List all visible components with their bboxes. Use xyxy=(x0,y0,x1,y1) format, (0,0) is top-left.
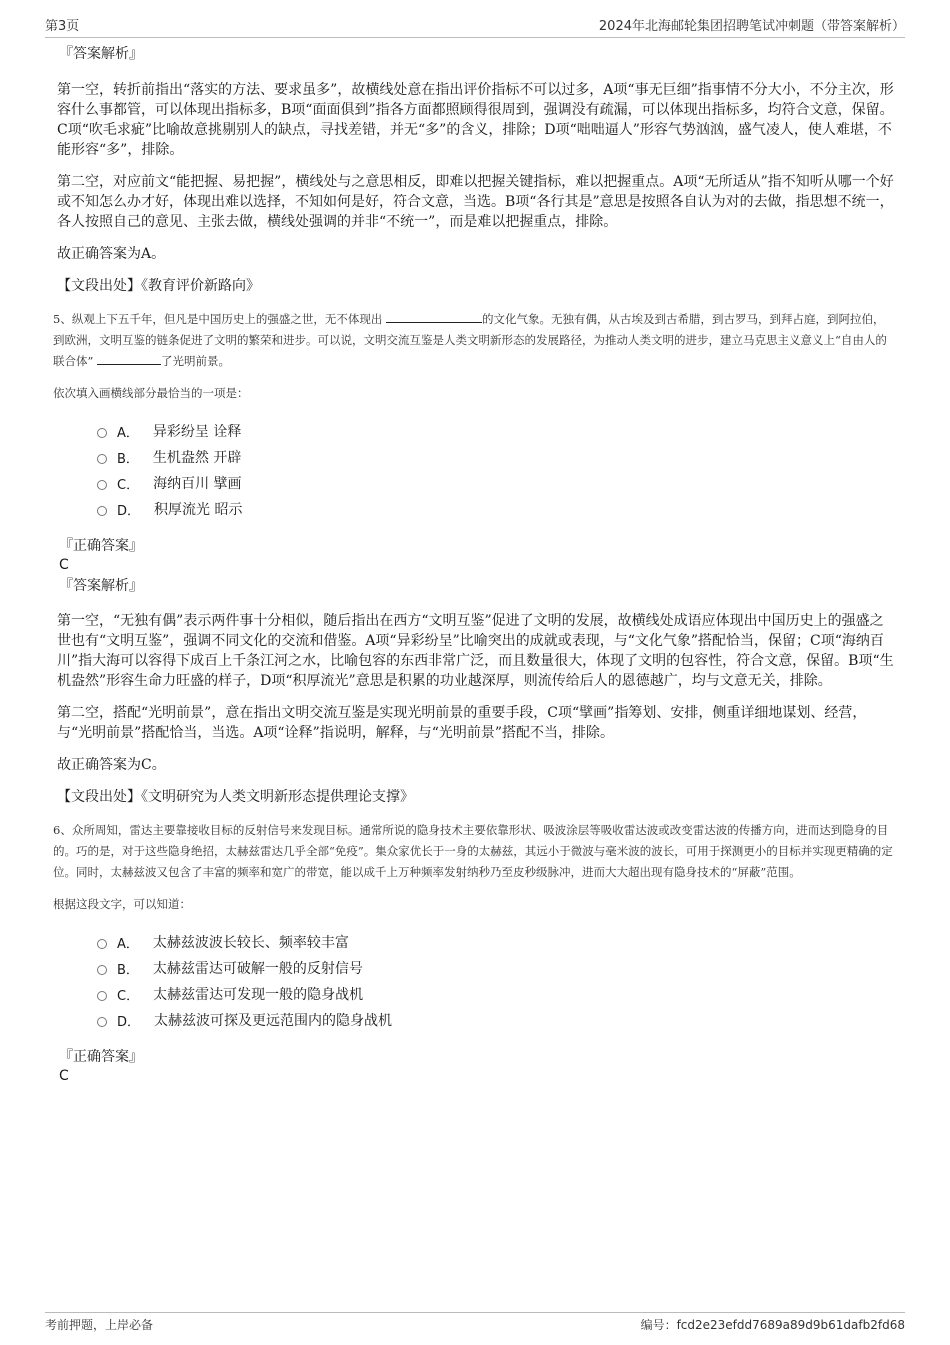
question-5-options xyxy=(57,418,895,522)
footer-slogan: 考前押题，上岸必备 xyxy=(45,1318,154,1332)
radio-icon[interactable] xyxy=(97,428,107,438)
answer-conclusion: 故正确答案为C。 xyxy=(57,757,166,773)
radio-icon[interactable] xyxy=(97,1017,107,1027)
option-c[interactable]: C． 太赫兹雷达可发现一般的隐身战机 xyxy=(97,981,895,1007)
correct-answer-label: 『正确答案』 xyxy=(59,1049,143,1065)
option-b[interactable]: B． 太赫兹雷达可破解一般的反射信号 xyxy=(97,955,895,981)
document-title: 2024年北海邮轮集团招聘笔试冲刺题（带答案解析） xyxy=(598,19,905,34)
question-6-text: 6、众所周知，雷达主要靠接收目标的反射信号来发现目标。通常所说的隐身技术主要依靠形状、吸波涂层等吸收雷达波或改变雷达波的传播方向，进而达到隐身的目的。巧的是，对于这些隐身绝招，太赫兹雷达几乎全部“免疫”。集众家优长于一身的太赫兹，其远小于微波与毫米波的波长，可用于探测更小的目标并实现更精确的定位。同时，太赫兹波又包含了丰富的频率和宽广的带宽，能以成千上万种频率发射纳秒乃至皮秒级脉冲，进而大大超出现有隐身技术的“屏蔽”范围。 xyxy=(53,823,893,879)
analysis-label: 『答案解析』 xyxy=(59,578,143,594)
option-d[interactable]: D． 太赫兹波可探及更远范围内的隐身战机 xyxy=(97,1007,895,1033)
analysis-paragraph: 第二空，搭配“光明前景”，意在指出文明交流互鉴是实现光明前景的重要手段，C项“擘画”指筹划、安排，侧重详细地谋划、经营，与“光明前景”搭配恰当，当选。A项“诠释”指说明，解释，与“光明前景”搭配不当，排除。 xyxy=(57,705,867,741)
analysis-label: 『答案解析』 xyxy=(59,46,143,62)
question-6-options xyxy=(57,929,895,1033)
radio-icon[interactable] xyxy=(97,454,107,464)
option-b[interactable]: B． 生机盎然 开辟 xyxy=(97,444,895,470)
question-prompt: 根据这段文字，可以知道： xyxy=(53,897,191,911)
question-5-text: 5、纵观上下五千年，但凡是中国历史上的强盛之世，无不体现出 的文化气象。无独有偶，从古埃及到古希腊，到古罗马，到拜占庭，到阿拉伯，到欧洲，文明互鉴的链条促进了文明的繁荣和进步。可以说，文明交流互鉴是人类文明新形态的发展路径，为推动人类文明的进步，建立马克思主义意义上“自由人的联合体” 了光明前景。 xyxy=(53,312,887,368)
page-footer xyxy=(45,1312,905,1338)
source-citation: 【文段出处】《教育评价新路向》 xyxy=(57,278,260,294)
page-header xyxy=(45,12,905,38)
radio-icon[interactable] xyxy=(97,480,107,490)
fill-blank xyxy=(386,310,482,323)
correct-answer: C xyxy=(59,557,69,573)
analysis-paragraph: 第一空，“无独有偶”表示两件事十分相似，随后指出在西方“文明互鉴”促进了文明的发展，故横线处成语应体现出中国历史上的强盛之世也有“文明互鉴”，强调不同文化的交流和借鉴。A项“异彩纷呈”比喻突出的成就或表现，与“文化气象”搭配恰当，保留；C项“海纳百川”指大海可以容得下成百上千条江河之水，比喻包容的东西非常广泛，而且数量很大，体现了文明的包容性，符合文意，保留。B项“生机盎然”形容生命力旺盛的样子，D项“积厚流光”意思是积累的功业越深厚，则流传给后人的恩德越广，均与文意无关，排除。 xyxy=(57,613,894,689)
radio-icon[interactable] xyxy=(97,965,107,975)
option-d[interactable]: D． 积厚流光 昭示 xyxy=(97,496,895,522)
correct-answer-label: 『正确答案』 xyxy=(59,538,143,554)
radio-icon[interactable] xyxy=(97,939,107,949)
radio-icon[interactable] xyxy=(97,506,107,516)
answer-conclusion: 故正确答案为A。 xyxy=(57,246,166,262)
page-number: 第3页 xyxy=(45,19,80,34)
analysis-paragraph: 第一空，转折前指出“落实的方法、要求虽多”，故横线处意在指出评价指标不可以过多，A项“事无巨细”指事情不分大小，不分主次，形容什么事都管，可以体现出指标多，B项“面面俱到”指各方面都照顾得很周到，强调没有疏漏，可以体现出指标多，均符合文意，保留。C项“吹毛求疵”比喻故意挑剔别人的缺点，寻找差错，并无“多”的含义，排除；D项“咄咄逼人”形容气势汹汹，盛气凌人，使人难堪，不能形容“多”，排除。 xyxy=(57,82,894,158)
option-a[interactable]: A． 异彩纷呈 诠释 xyxy=(97,418,895,444)
option-c[interactable]: C． 海纳百川 擘画 xyxy=(97,470,895,496)
analysis-paragraph: 第二空，对应前文“能把握、易把握”，横线处与之意思相反，即难以把握关键指标，难以把握重点。A项“无所适从”指不知听从哪一个好或不知怎么办才好，体现出难以选择，不知如何是好，符合文意，当选。B项“各行其是”意思是按照各自认为对的去做，指思想不统一，各人按照自己的意见、主张去做，横线处强调的并非“不统一”，而是难以把握重点，排除。 xyxy=(57,174,894,230)
page-content xyxy=(53,44,895,1085)
option-a[interactable]: A． 太赫兹波波长较长、频率较丰富 xyxy=(97,929,895,955)
document-id: 编号：fcd2e23efdd7689a89d9b61dafb2fd68 xyxy=(640,1318,905,1332)
source-citation: 【文段出处】《文明研究为人类文明新形态提供理论支撑》 xyxy=(57,789,414,805)
question-prompt: 依次填入画横线部分最恰当的一项是： xyxy=(53,386,249,400)
fill-blank xyxy=(97,352,161,365)
correct-answer: C xyxy=(59,1068,69,1084)
radio-icon[interactable] xyxy=(97,991,107,1001)
